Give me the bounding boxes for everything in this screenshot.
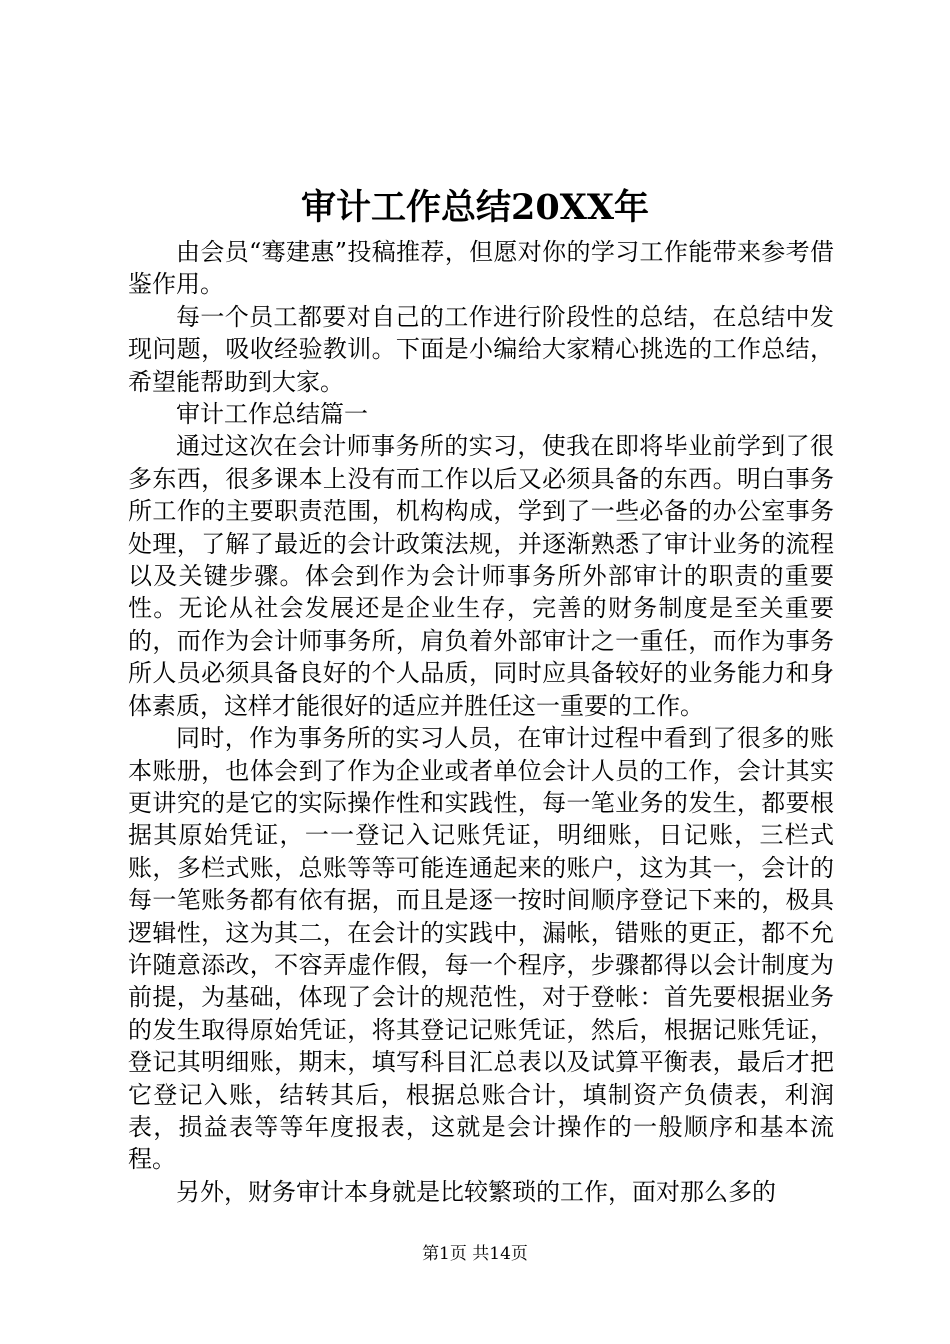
section-heading: 审计工作总结篇一 xyxy=(176,400,368,429)
paragraph-summary: 每一个员工都要对自己的工作进行阶段性的总结，在总结中发现问题，吸收经验教训。下面是小编给大家精心挑选的工作总结，希望能帮助到大家。 xyxy=(128,302,834,396)
paragraph-accounting: 同时，作为事务所的实习人员，在审计过程中看到了很多的账本账册，也体会到了作为企业或者单位会计人员的工作，会计其实更讲究的是它的实际操作性和实践性，每一笔业务的发生，都要根据其原始凭证，一一登记入记账凭证，明细账，日记账，三栏式账，多栏式账，总账等等可能连通起来的账户，这为其一，会计的每一笔账务都有依有据，而且是逐一按时间顺序登记下来的，极具逻辑性，这为其二，在会计的实践中，漏帐，错账的更正，都不允许随意添改，不容弄虚作假，每一个程序，步骤都得以会计制度为前提，为基础，体现了会计的规范性，对于登帐：首先要根据业务的发生取得原始凭证，将其登记记账凭证，然后，根据记账凭证，登记其明细账，期末，填写科目汇总表以及试算平衡表，最后才把它登记入账，结转其后，根据总账合计，填制资产负债表，利润表，损益表等等年度报表，这就是会计操作的一般顺序和基本流程。 xyxy=(128,724,834,1174)
page-number: 第1页 共14页 xyxy=(422,1244,528,1264)
document-title: 审计工作总结20XX年 xyxy=(300,187,650,228)
paragraph-internship: 通过这次在会计师事务所的实习，使我在即将毕业前学到了很多东西，很多课本上没有而工作以后又必须具备的东西。明白事务所工作的主要职责范围，机构构成，学到了一些必备的办公室事务处理，了解了最近的会计政策法规，并逐渐熟悉了审计业务的流程以及关键步骤。体会到作为会计师事务所外部审计的职责的重要性。无论从社会发展还是企业生存，完善的财务制度是至关重要的，而作为会计师事务所，肩负着外部审计之一重任，而作为事务所人员必须具备良好的个人品质，同时应具备较好的业务能力和身体素质，这样才能很好的适应并胜任这一重要的工作。 xyxy=(128,432,834,720)
paragraph-audit: 另外，财务审计本身就是比较繁琐的工作，面对那么多的 xyxy=(176,1177,776,1206)
paragraph-intro: 由会员“骞建惠”投稿推荐，但愿对你的学习工作能带来参考借鉴作用。 xyxy=(128,238,834,299)
document-body xyxy=(128,236,834,1208)
